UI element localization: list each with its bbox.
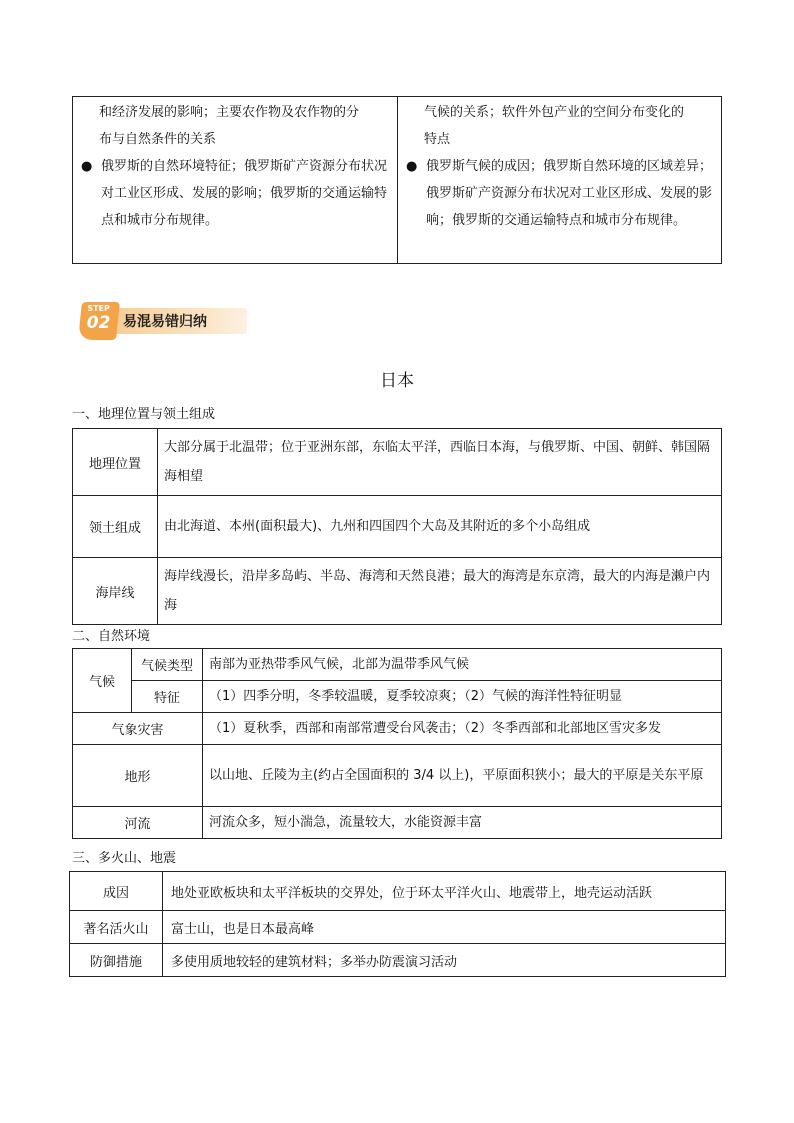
feature-label: 特征: [132, 681, 203, 713]
left-column: [73, 97, 398, 264]
terrain-value: 以山地、丘陵为主(约占全国面积的 3/4 以上)，平原面积狭小；最大的平原是关东平原: [203, 745, 722, 807]
row-label: 防御措施: [70, 944, 163, 977]
bullet-icon: ●: [81, 159, 93, 174]
disaster-label: 气象灾害: [73, 713, 203, 745]
climate-type-value: 南部为亚热带季风气候，北部为温带季风气候: [203, 649, 722, 681]
section-heading-volcano: 三、多火山、地震: [72, 851, 177, 866]
page-title: 日本: [380, 371, 414, 391]
table-row: [73, 681, 722, 713]
step-number-tag: [78, 302, 120, 340]
row-value: 多使用质地较轻的建筑材料；多举办防震演习活动: [163, 944, 726, 977]
table-row: [73, 558, 722, 625]
table-row: [70, 944, 726, 977]
right-column: [398, 97, 722, 264]
disaster-value: （1）夏秋季，西部和南部常遭受台风袭击；（2）冬季西部和北部地区雪灾多发: [203, 713, 722, 745]
left-continuation-line-2: 布与自然条件的关系: [99, 132, 217, 147]
row-label: 领土组成: [73, 496, 158, 558]
left-bullet-item: [79, 153, 391, 234]
top-objectives-table: [72, 96, 722, 264]
row-value: 富士山，也是日本最高峰: [163, 911, 726, 944]
table-row: [73, 713, 722, 745]
left-bullet-text: 俄罗斯的自然环境特征；俄罗斯矿产资源分布状况对工业区形成、发展的影响；俄罗斯的交通运输特点和城市分布规律。: [101, 159, 388, 228]
feature-value: （1）四季分明，冬季较温暖，夏季较凉爽；（2）气候的海洋性特征明显: [203, 681, 722, 713]
table-row: [73, 807, 722, 839]
climate-label: 气候: [73, 649, 132, 713]
terrain-label: 地形: [73, 745, 203, 807]
step-label: STEP: [87, 304, 110, 313]
river-value: 河流众多，短小湍急，流量较大，水能资源丰富: [203, 807, 722, 839]
row-label: 成因: [70, 872, 163, 911]
bullet-icon: ●: [406, 159, 418, 174]
table-row: [73, 429, 722, 496]
table-row: [73, 745, 722, 807]
step-badge: [77, 302, 249, 340]
section-heading-geography: 一、地理位置与领土组成: [72, 407, 216, 422]
row-value: 由北海道、本州(面积最大)、九州和四国四个大岛及其附近的多个小岛组成: [158, 496, 722, 558]
river-label: 河流: [73, 807, 203, 839]
step-number: 02: [86, 313, 111, 333]
right-continuation-line-1: 气候的关系；软件外包产业的空间分布变化的: [424, 105, 685, 120]
row-label: 著名活火山: [70, 911, 163, 944]
right-continuation-line-2: 特点: [424, 132, 451, 147]
section-heading-nature: 二、自然环境: [72, 629, 151, 644]
table-row: [70, 872, 726, 911]
row-value: 海岸线漫长，沿岸多岛屿、半岛、海湾和天然良港；最大的海湾是东京湾，最大的内海是濑户内海: [158, 558, 722, 625]
row-label: 地理位置: [73, 429, 158, 496]
step-title: 易混易错归纳: [123, 314, 207, 330]
step-title-bar: [97, 308, 247, 334]
climate-type-label: 气候类型: [132, 649, 203, 681]
table-row: [70, 911, 726, 944]
right-bullet-text: 俄罗斯气候的成因；俄罗斯自然环境的区域差异；俄罗斯矿产资源分布状况对工业区形成、发展的影响；俄罗斯的交通运输特点和城市分布规律。: [426, 159, 713, 228]
table-row: [73, 496, 722, 558]
left-continuation-line-1: 和经济发展的影响；主要农作物及农作物的分: [99, 105, 360, 120]
right-bullet-item: [404, 153, 715, 234]
row-value: 大部分属于北温带；位于亚洲东部，东临太平洋，西临日本海，与俄罗斯、中国、朝鲜、韩国隔海相望: [158, 429, 722, 496]
row-label: 海岸线: [73, 558, 158, 625]
nature-table: [72, 648, 722, 839]
table-row: [73, 649, 722, 681]
volcano-table: [69, 871, 726, 977]
geography-table: [72, 428, 722, 625]
row-value: 地处亚欧板块和太平洋板块的交界处，位于环太平洋火山、地震带上，地壳运动活跃: [163, 872, 726, 911]
